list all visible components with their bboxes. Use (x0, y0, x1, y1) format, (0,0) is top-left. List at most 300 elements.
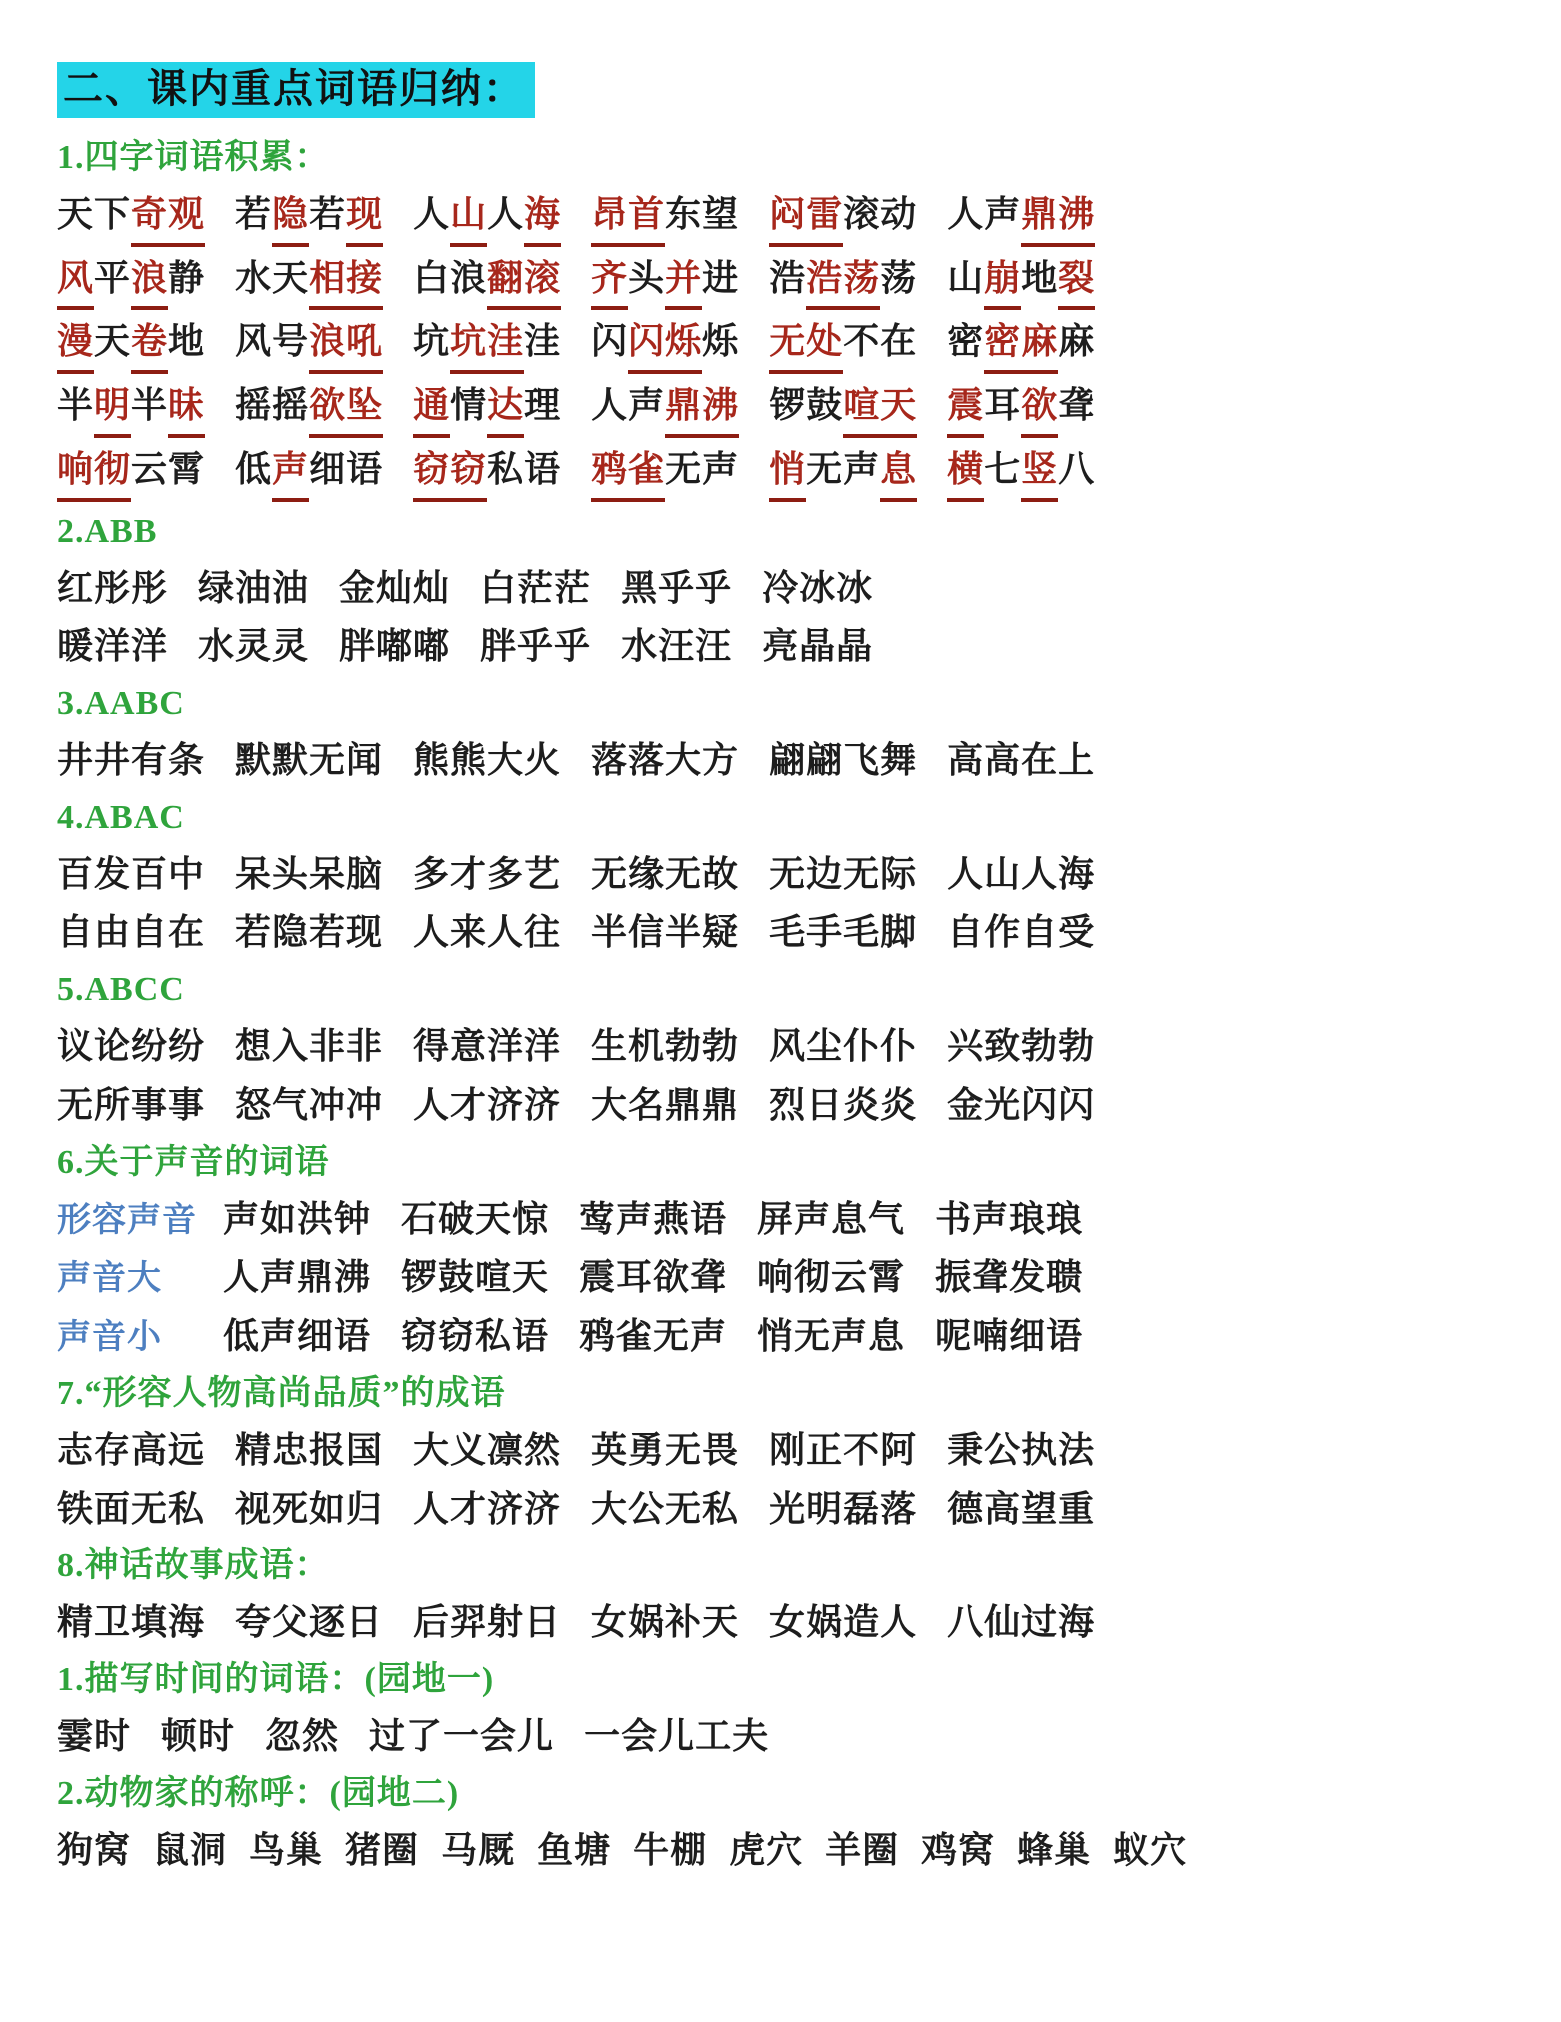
word (769, 251, 917, 311)
word (57, 314, 205, 374)
char: 若 (235, 194, 273, 234)
word (757, 1250, 905, 1305)
key-char: 鸦雀 (591, 442, 665, 502)
word (591, 847, 739, 902)
word (235, 314, 383, 374)
word (235, 1019, 383, 1074)
char: 人才济济 (413, 1488, 562, 1529)
char: 头 (628, 257, 666, 298)
word (235, 1423, 383, 1478)
word (235, 1078, 383, 1133)
key-char: 浪吼 (309, 314, 383, 374)
word (480, 561, 591, 616)
word (401, 1192, 549, 1247)
word (769, 1482, 917, 1537)
word (591, 1078, 739, 1133)
char: 鸡窝 (921, 1829, 996, 1870)
word (947, 1595, 1095, 1650)
word (762, 561, 873, 616)
word (235, 905, 383, 960)
char: 无声 (665, 448, 740, 489)
word-section (57, 1368, 1521, 1536)
key-char: 横 (947, 442, 984, 502)
word (757, 1192, 905, 1247)
char: 怒气冲冲 (235, 1084, 384, 1125)
key-char: 海 (524, 187, 561, 247)
word (591, 187, 739, 247)
key-char: 震 (947, 378, 984, 438)
char: 滚动 (843, 194, 918, 234)
word (413, 1595, 561, 1650)
word-row (57, 1019, 1521, 1074)
word (413, 1423, 561, 1478)
char: 静 (168, 257, 206, 298)
word (769, 1595, 917, 1650)
word (153, 1823, 227, 1878)
word (579, 1309, 727, 1364)
word (57, 733, 205, 788)
key-char: 无处 (769, 314, 843, 374)
char: 高高在上 (947, 740, 1096, 781)
word (413, 905, 561, 960)
word-row (57, 561, 1521, 616)
word (591, 1019, 739, 1074)
word (947, 442, 1095, 502)
char: 天 (94, 321, 132, 362)
word (339, 619, 450, 674)
char: 无声 (806, 448, 881, 489)
section-rows (57, 733, 1521, 788)
word-section (57, 678, 1521, 788)
char: 顿时 (161, 1715, 236, 1756)
char: 后羿射日 (413, 1602, 562, 1643)
key-char: 现 (346, 187, 383, 247)
char: 蜂巢 (1017, 1829, 1092, 1870)
char: 锣鼓喧天 (401, 1257, 550, 1298)
char: 铁面无私 (57, 1488, 206, 1529)
word (480, 619, 591, 674)
word (1113, 1823, 1187, 1878)
char: 平 (94, 257, 132, 298)
char: 烈日炎炎 (769, 1084, 918, 1125)
word-row (57, 442, 1521, 502)
title-line (57, 62, 1521, 118)
word (591, 1482, 739, 1537)
section-rows (57, 1709, 1521, 1764)
char: 牛棚 (633, 1829, 708, 1870)
char: 响彻云霄 (757, 1257, 906, 1298)
section-rows (57, 847, 1521, 960)
word (401, 1309, 549, 1364)
section-heading: 6.关于声音的词语 (57, 1143, 330, 1181)
char: 书声琅琅 (935, 1198, 1084, 1239)
word (198, 619, 309, 674)
char: 视死如归 (235, 1488, 384, 1529)
char: 锣鼓 (769, 385, 844, 426)
word-row (57, 314, 1521, 374)
word (947, 1423, 1095, 1478)
char: 鸦雀无声 (579, 1316, 728, 1357)
char: 人声 (591, 385, 666, 426)
char: 秉公执法 (947, 1429, 1096, 1470)
word (235, 187, 383, 247)
char: 山 (947, 257, 985, 298)
char: 麻 (1058, 321, 1096, 362)
word (235, 1482, 383, 1537)
char: 精忠报国 (235, 1429, 384, 1470)
key-char: 欲 (1021, 378, 1058, 438)
word (198, 561, 309, 616)
word-row (57, 1423, 1521, 1478)
char: 不在 (843, 321, 918, 362)
word (57, 1709, 131, 1764)
section-heading: 2.ABB (57, 512, 158, 550)
word-row (57, 1823, 1521, 1878)
char: 七 (984, 448, 1022, 489)
section-heading: 7.“形容人物高尚品质”的成语 (57, 1374, 506, 1412)
word (757, 1309, 905, 1364)
char: 细语 (309, 448, 384, 489)
char: 红彤彤 (57, 567, 169, 608)
word (769, 733, 917, 788)
key-char: 坑洼 (450, 314, 524, 374)
word (935, 1309, 1083, 1364)
char: 情 (450, 385, 488, 426)
char: 若隐若现 (235, 912, 384, 953)
word (621, 619, 732, 674)
char: 一会儿工夫 (584, 1715, 770, 1756)
word (265, 1709, 339, 1764)
section-heading: 2.动物家的称呼：(园地二) (57, 1774, 460, 1812)
word-row (57, 905, 1521, 960)
word (762, 619, 873, 674)
char: 霎时 (57, 1715, 132, 1756)
char: 志存高远 (57, 1429, 206, 1470)
word (369, 1709, 554, 1764)
word (947, 1019, 1095, 1074)
word (947, 1482, 1095, 1537)
section-rows (57, 1423, 1521, 1536)
word (57, 1019, 205, 1074)
char: 半 (131, 385, 169, 426)
word (413, 847, 561, 902)
word (413, 1019, 561, 1074)
char: 毛手毛脚 (769, 912, 918, 953)
row-label: 声音小 (57, 1319, 162, 1357)
word-section (57, 792, 1521, 960)
char: 屏声息气 (757, 1198, 906, 1239)
word (769, 1019, 917, 1074)
char: 金灿灿 (339, 567, 451, 608)
char: 多才多艺 (413, 853, 562, 894)
section-rows (57, 1192, 1521, 1364)
char: 落落大方 (591, 740, 740, 781)
word-row (57, 1250, 1521, 1305)
word (769, 378, 917, 438)
char: 莺声燕语 (579, 1198, 728, 1239)
char: 烁 (702, 321, 740, 362)
section-heading: 1.四字词语积累： (57, 139, 330, 176)
word (223, 1309, 371, 1364)
char: 半信半疑 (591, 912, 740, 953)
key-char: 风 (57, 251, 94, 311)
char: 胖嘟嘟 (339, 626, 451, 667)
char: 冷冰冰 (762, 567, 874, 608)
section-rows (57, 187, 1521, 502)
word-row (57, 1078, 1521, 1133)
char: 水汪汪 (621, 626, 733, 667)
key-char: 竖 (1021, 442, 1058, 502)
word (57, 1823, 131, 1878)
word (223, 1250, 371, 1305)
char: 风尘仆仆 (769, 1026, 918, 1067)
word (57, 1423, 205, 1478)
word (235, 847, 383, 902)
word (57, 1595, 205, 1650)
word-row (57, 187, 1521, 247)
char: 得意洋洋 (413, 1026, 562, 1067)
char: 浩 (769, 257, 807, 298)
word (947, 314, 1095, 374)
key-char: 悄 (769, 442, 806, 502)
char: 井井有条 (57, 740, 206, 781)
char: 熊熊大火 (413, 740, 562, 781)
char: 低 (235, 448, 273, 489)
key-char: 翻滚 (487, 251, 561, 311)
word (591, 378, 739, 438)
word (921, 1823, 995, 1878)
word (935, 1192, 1083, 1247)
char: 八仙过海 (947, 1602, 1096, 1643)
word (947, 1078, 1095, 1133)
char: 窃窃私语 (401, 1316, 550, 1357)
word (413, 187, 561, 247)
char: 虎穴 (729, 1829, 804, 1870)
word (947, 847, 1095, 902)
key-char: 达 (487, 378, 524, 438)
char: 兴致勃勃 (947, 1026, 1096, 1067)
char: 刚正不阿 (769, 1429, 918, 1470)
word (591, 442, 739, 502)
word (413, 251, 561, 311)
word (223, 1192, 371, 1247)
key-char: 昂首 (591, 187, 665, 247)
key-char: 息 (880, 442, 917, 502)
row-label: 声音大 (57, 1260, 162, 1298)
char: 无边无际 (769, 853, 918, 894)
char: 石破天惊 (401, 1198, 550, 1239)
key-char: 浪 (131, 251, 168, 311)
char: 呢喃细语 (935, 1316, 1084, 1357)
word (579, 1250, 727, 1305)
char: 想入非非 (235, 1026, 384, 1067)
word (591, 905, 739, 960)
word-row (57, 1709, 1521, 1764)
word-section (57, 1137, 1521, 1364)
char: 英勇无畏 (591, 1429, 740, 1470)
char: 猪圈 (345, 1829, 420, 1870)
word (235, 1595, 383, 1650)
char: 女娲补天 (591, 1602, 740, 1643)
row-label: 形容声音 (57, 1201, 197, 1239)
char: 地 (1021, 257, 1059, 298)
char: 蚁穴 (1113, 1829, 1188, 1870)
word-section (57, 1768, 1521, 1878)
word (413, 442, 561, 502)
word (413, 314, 561, 374)
char: 低声细语 (223, 1316, 372, 1357)
char: 人来人往 (413, 912, 562, 953)
word (591, 314, 739, 374)
key-char: 喧天 (843, 378, 917, 438)
char: 人声 (947, 194, 1022, 234)
word (235, 378, 383, 438)
char: 人 (413, 194, 451, 234)
word (413, 733, 561, 788)
key-char: 奇观 (131, 187, 205, 247)
word-row (57, 1482, 1521, 1537)
char: 震耳欲聋 (579, 1257, 728, 1298)
key-char: 相接 (309, 251, 383, 311)
char: 百发百中 (57, 853, 206, 894)
char: 默默无闻 (235, 740, 384, 781)
word (769, 314, 917, 374)
char: 光明磊落 (769, 1488, 918, 1529)
char: 自作自受 (947, 912, 1096, 953)
key-char: 并 (665, 251, 702, 311)
word (339, 561, 450, 616)
key-char: 隐 (272, 187, 309, 247)
word (57, 619, 168, 674)
section-heading: 4.ABAC (57, 798, 185, 836)
word (161, 1709, 235, 1764)
char: 无所事事 (57, 1084, 206, 1125)
char: 摇摇 (235, 385, 310, 426)
char: 鸟巢 (249, 1829, 324, 1870)
char: 夸父逐日 (235, 1602, 384, 1643)
char: 东望 (665, 194, 740, 234)
word (584, 1709, 769, 1764)
word (57, 251, 205, 311)
char: 八 (1058, 448, 1096, 489)
char: 人 (487, 194, 525, 234)
word (537, 1823, 611, 1878)
key-char: 密麻 (984, 314, 1058, 374)
word-section (57, 1654, 1521, 1764)
key-char: 漫 (57, 314, 94, 374)
char: 人山人海 (947, 853, 1096, 894)
char: 女娲造人 (769, 1602, 918, 1643)
word (57, 187, 205, 247)
char: 绿油油 (198, 567, 310, 608)
key-char: 鼎沸 (1021, 187, 1095, 247)
char: 人声鼎沸 (223, 1257, 372, 1298)
char: 无缘无故 (591, 853, 740, 894)
section-heading: 8.神话故事成语： (57, 1547, 330, 1585)
char: 黑乎乎 (621, 567, 733, 608)
char: 马厩 (441, 1829, 516, 1870)
word-section (57, 964, 1521, 1132)
word (57, 442, 205, 502)
section-heading: 5.ABCC (57, 971, 185, 1009)
char: 生机勃勃 (591, 1026, 740, 1067)
word (57, 378, 205, 438)
char: 德高望重 (947, 1488, 1096, 1529)
char: 鼠洞 (153, 1829, 228, 1870)
key-char: 崩 (984, 251, 1021, 311)
key-char: 鼎沸 (665, 378, 739, 438)
page-title: 二、课内重点词语归纳： (57, 62, 535, 118)
key-char: 闪烁 (628, 314, 702, 374)
char: 大名鼎鼎 (591, 1084, 740, 1125)
word (413, 378, 561, 438)
key-char: 窃窃 (413, 442, 487, 502)
char: 私语 (487, 448, 562, 489)
char: 水天 (235, 257, 310, 298)
char: 呆头呆脑 (235, 853, 384, 894)
char: 闪 (591, 321, 629, 362)
char: 聋 (1058, 385, 1096, 426)
key-char: 浩荡 (806, 251, 880, 311)
word (947, 378, 1095, 438)
section-rows (57, 1823, 1521, 1878)
word (947, 187, 1095, 247)
word (1017, 1823, 1091, 1878)
word-row (57, 847, 1521, 902)
word (235, 733, 383, 788)
word (769, 847, 917, 902)
char: 声如洪钟 (223, 1198, 372, 1239)
word (769, 1423, 917, 1478)
word-row (57, 1192, 1521, 1247)
char: 人才济济 (413, 1084, 562, 1125)
char: 风号 (235, 321, 310, 362)
word (769, 1078, 917, 1133)
word (345, 1823, 419, 1878)
word (947, 733, 1095, 788)
word (947, 905, 1095, 960)
word (769, 187, 917, 247)
char: 大义凛然 (413, 1429, 562, 1470)
key-char: 昧 (168, 378, 205, 438)
char: 金光闪闪 (947, 1084, 1096, 1125)
char: 鱼塘 (537, 1829, 612, 1870)
char: 若 (309, 194, 347, 234)
section-rows (57, 1019, 1521, 1132)
word-row (57, 251, 1521, 311)
word (591, 1423, 739, 1478)
char: 耳 (984, 385, 1022, 426)
section-heading: 1.描写时间的词语：(园地一) (57, 1660, 495, 1698)
key-char: 裂 (1058, 251, 1095, 311)
word (401, 1250, 549, 1305)
char: 悄无声息 (757, 1316, 906, 1357)
word-section (57, 132, 1521, 502)
word (591, 251, 739, 311)
char: 翩翩飞舞 (769, 740, 918, 781)
char: 自由自在 (57, 912, 206, 953)
char: 亮晶晶 (762, 626, 874, 667)
section-heading: 3.AABC (57, 685, 185, 723)
key-char: 声 (272, 442, 309, 502)
char: 狗窝 (57, 1829, 132, 1870)
word (235, 251, 383, 311)
word (769, 905, 917, 960)
section-rows (57, 561, 1521, 674)
char: 羊圈 (825, 1829, 900, 1870)
key-char: 欲坠 (309, 378, 383, 438)
char: 地 (168, 321, 206, 362)
